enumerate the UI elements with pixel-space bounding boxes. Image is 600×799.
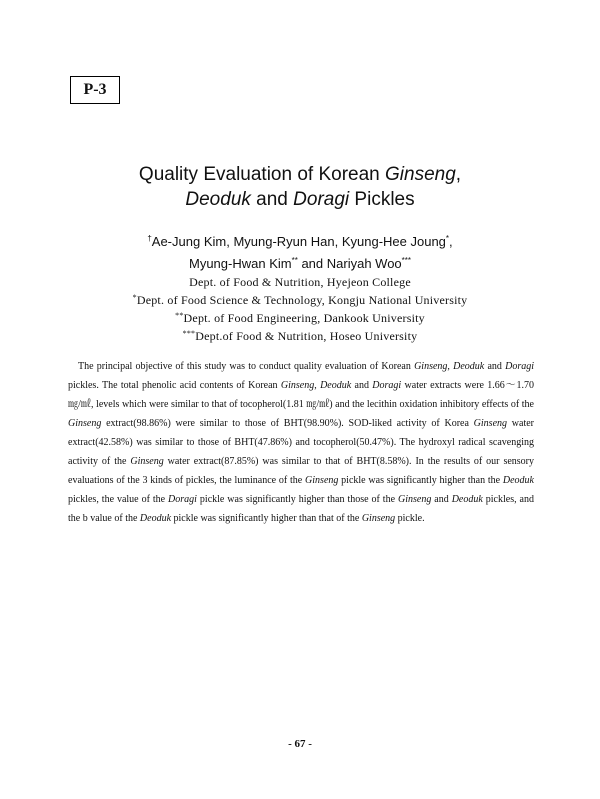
title-comma: ,: [455, 164, 462, 185]
page-number: - 67 -: [288, 738, 312, 750]
affiliation-list: [60, 272, 540, 344]
title-italic-deoduk: Deoduk: [185, 189, 251, 210]
abstract-text: water extracts were 1.66～1.70 ㎎/㎖, levels which were similar to that of tocopherol(1.81 ㎎/㎖) and the lecithin oxidation inhibitory effects of the: [68, 380, 534, 410]
author-name: Kyung-Hee Joung: [341, 234, 446, 249]
title-and: and: [250, 189, 294, 210]
abstract-text: water extract(87.85%) was similar to that of BHT(8.58%). In the results of our sensory evaluations of the 3 kinds of pickles, the luminance of the: [68, 456, 535, 486]
abstract-italic: Deoduk: [451, 494, 483, 505]
author-mark: *: [445, 234, 450, 243]
abstract-italic: Ginseng: [130, 456, 164, 467]
affiliation-mark: **: [175, 311, 184, 320]
author-name: Myung-Ryun Han,: [233, 234, 342, 249]
title-line-2: [60, 187, 540, 212]
abstract-text: pickles, the value of the: [68, 494, 169, 505]
affiliation: [60, 290, 540, 308]
author-mark: ***: [401, 256, 411, 265]
abstract-text: and: [484, 361, 506, 372]
affiliation: [60, 272, 540, 290]
author-line-2: [60, 251, 540, 273]
abstract-italic: Ginseng: [397, 494, 432, 505]
abstract-italic: Ginseng: [305, 475, 339, 486]
author-list: [60, 229, 540, 273]
affiliation-text: Dept. of Food Engineering, Dankook University: [183, 311, 425, 325]
affiliation: [60, 326, 540, 344]
abstract-italic: Ginseng: [361, 513, 396, 524]
title-text: Quality Evaluation of Korean: [138, 164, 386, 185]
abstract-italic: Doragi: [168, 494, 197, 505]
abstract-text: pickle.: [395, 513, 425, 524]
abstract-italic: Ginseng: [473, 418, 508, 429]
abstract-italic: Doragi: [505, 361, 534, 372]
abstract-italic: Ginseng: [414, 361, 448, 372]
abstract-text: pickles, and the b value of the: [68, 494, 534, 524]
abstract-text: pickle was significantly higher than those of the: [196, 494, 398, 505]
abstract-italic: Deoduk: [453, 361, 485, 372]
author-separator: ,: [449, 234, 453, 249]
author-mark: †: [147, 234, 152, 243]
title-line-1: [60, 162, 540, 187]
affiliation-text: Dept. of Food Science & Technology, Kongju National University: [136, 293, 468, 307]
affiliation-text: Dept.of Food & Nutrition, Hoseo University: [195, 329, 418, 343]
author-separator: and: [297, 256, 327, 271]
title-pickles: Pickles: [349, 189, 415, 210]
author-name: Ae-Jung Kim,: [151, 234, 234, 249]
abstract-italic: Deoduk: [502, 475, 534, 486]
author-name: Myung-Hwan Kim: [189, 256, 292, 271]
abstract-italic: Ginseng: [68, 418, 102, 429]
title-italic-doragi: Doragi: [293, 189, 350, 210]
affiliation: [60, 308, 540, 326]
abstract-text: extract(98.86%) were similar to those of BHT(98.90%). SOD-liked activity of Korea: [101, 418, 474, 429]
abstract-paragraph: [68, 357, 534, 528]
abstract-text: water extract(42.58%) was similar to those of BHT(47.86%) and tocopherol(50.47%). The hydroxyl radical scavenging activity of the: [68, 418, 534, 467]
poster-number-badge: P-3: [70, 76, 120, 104]
abstract-italic: Ginseng: [280, 380, 315, 391]
author-line-1: [60, 229, 540, 251]
abstract-text: pickles. The total phenolic acid contents of Korean: [68, 380, 281, 391]
title-italic-ginseng: Ginseng: [385, 164, 456, 185]
abstract-italic: Deoduk: [320, 380, 352, 391]
abstract-italic: Doragi: [372, 380, 402, 391]
affiliation-mark: *: [132, 293, 137, 302]
abstract-italic: Deoduk: [139, 513, 172, 524]
author-name: Nariyah Woo: [326, 256, 402, 271]
abstract-text: pickle was significantly higher than that of the: [171, 513, 362, 524]
abstract-text: pickle was significantly higher than the: [338, 475, 503, 486]
abstract-text: The principal objective of this study was to conduct quality evaluation of Korean: [78, 361, 415, 372]
affiliation-mark: ***: [182, 329, 196, 338]
affiliation-text: Dept. of Food & Nutrition, Hyejeon College: [189, 275, 411, 289]
abstract-text: and: [431, 494, 452, 505]
abstract-text: ,: [314, 380, 321, 391]
author-mark: **: [291, 256, 298, 265]
abstract-text: ,: [447, 361, 454, 372]
abstract-text: and: [351, 380, 373, 391]
paper-title: [60, 162, 540, 212]
